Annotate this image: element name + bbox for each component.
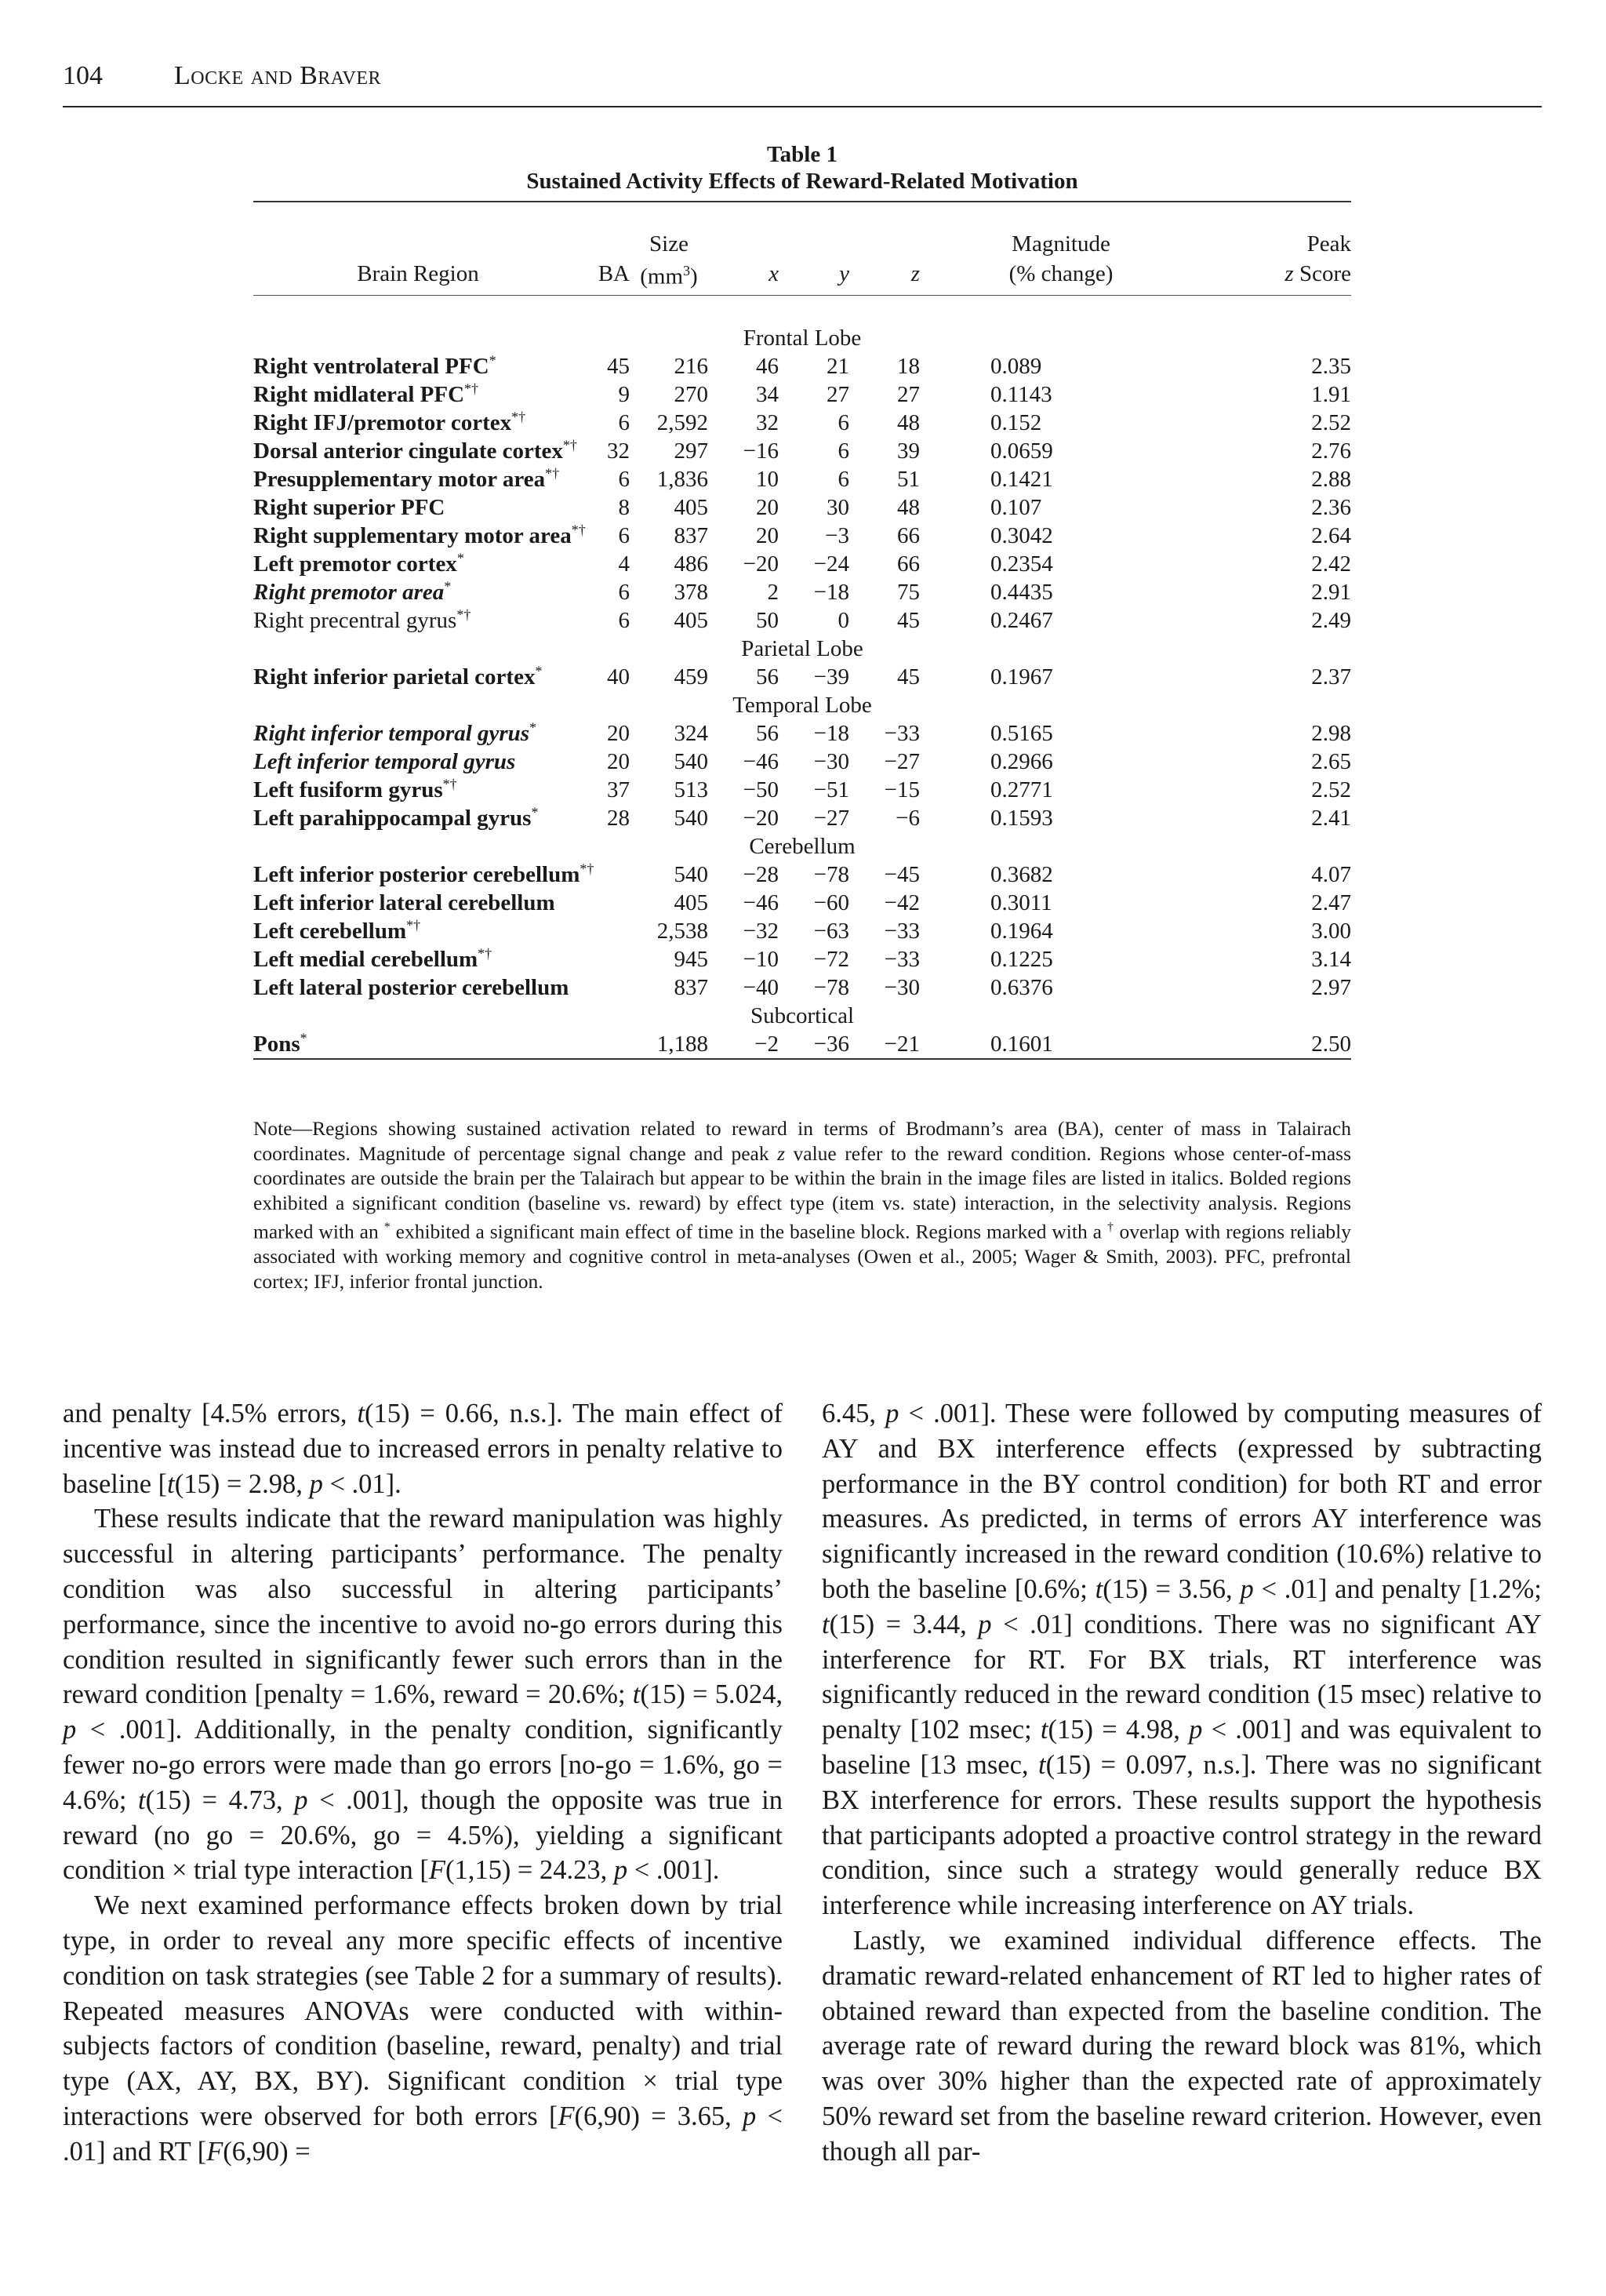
cell-z: 66 [897, 522, 920, 548]
table-row [253, 889, 1351, 917]
region-name: Pons [253, 1031, 300, 1057]
cell-x: −32 [743, 918, 779, 944]
cell-peak: 2.52 [1311, 409, 1351, 435]
cell-magnitude: 0.5165 [990, 720, 1053, 746]
table-row [253, 380, 1351, 409]
col-size-unit: $(mm^3)$ [640, 263, 698, 289]
cell-ba: 20 [607, 720, 630, 746]
cell-peak: 2.49 [1311, 607, 1351, 633]
cell-ba: 9 [618, 381, 630, 407]
cell-region [253, 465, 583, 493]
region-name: Right premotor area [253, 579, 445, 605]
cell-size: 1,188 [656, 1031, 708, 1057]
section-label: Parietal Lobe [741, 635, 863, 661]
page-number: 104 [63, 61, 103, 90]
body-right-column [822, 1396, 1542, 2170]
cell-y: 27 [827, 381, 849, 407]
col-peak-top: Peak [1306, 231, 1351, 257]
cell-x: −16 [743, 438, 779, 464]
section-label: Subcortical [750, 1002, 855, 1028]
cell-y: −51 [813, 777, 849, 802]
cell-z: −30 [884, 974, 920, 1000]
cell-ba: 45 [607, 353, 630, 379]
cell-y: −24 [813, 551, 849, 577]
region-marks: *† [545, 465, 560, 481]
section-header [253, 691, 1351, 719]
cell-ba: 32 [607, 438, 630, 464]
paragraph: Lastly, we examined individual difference effects. The dramatic reward-related enhancement of RT led to higher rates of obtained reward than expected from the baseline condition. The average rate of reward during the reward block was 81%, which was over 30% higher than the expected rate of approximately 50% reward set from the baseline reward criterion. However, even though all par- [822, 1925, 1542, 2167]
cell-ba: 28 [607, 805, 630, 831]
cell-z: 75 [897, 579, 920, 605]
cell-x: −50 [743, 777, 779, 802]
cell-peak: 2.47 [1311, 890, 1351, 915]
region-name: Presupplementary motor area [253, 466, 546, 492]
table-title: Sustained Activity Effects of Reward-Related Motivation [526, 169, 1078, 194]
table-row [253, 945, 1351, 973]
table-row [253, 663, 1351, 691]
cell-x: 56 [756, 664, 779, 690]
cell-x: −20 [743, 805, 779, 831]
region-name: Right midlateral PFC [253, 381, 465, 407]
cell-magnitude: 0.6376 [990, 974, 1053, 1000]
cell-region [253, 748, 583, 776]
cell-magnitude: 0.2966 [990, 748, 1053, 774]
cell-peak: 3.14 [1311, 946, 1351, 972]
col-magnitude-unit: (% change) [1008, 260, 1114, 286]
cell-z: 45 [897, 664, 920, 690]
section-label: Temporal Lobe [732, 692, 872, 718]
cell-x: 20 [756, 522, 779, 548]
cell-region [253, 352, 583, 380]
cell-z: 48 [897, 494, 920, 520]
running-header [63, 61, 1542, 108]
cell-size: 945 [674, 946, 708, 972]
cell-y: −60 [813, 890, 849, 915]
table-row [253, 493, 1351, 522]
cell-y: −72 [813, 946, 849, 972]
paragraph: These results indicate that the reward manipulation was highly successful in altering participants’ performance. The penalty condition was also successful in altering participants’ performance, since the incentive to avoid no-go errors during this condition resulted in significantly fewer such errors than in the reward condition [penalty = 1.6%, reward = 20.6%; t(15) = 5.024, p < .001]. Additionally, in the penalty condition, significantly fewer no-go errors were made than go errors [no-go = 1.6%, go = 4.6%; t(15) = 4.73, p < .001], though the opposite was true in reward (no go = 20.6%, go = 4.5%), yielding a significant condition × trial type interaction [F(1,15) = 24.23, p < .001]. [63, 1504, 783, 1886]
cell-peak: 2.98 [1311, 720, 1351, 746]
cell-magnitude: 0.1593 [990, 805, 1053, 831]
col-peak-unit: z Score [1284, 260, 1351, 286]
cell-peak: 2.65 [1311, 748, 1351, 774]
cell-magnitude: 0.3042 [990, 522, 1053, 548]
region-name: Left medial cerebellum [253, 946, 478, 972]
table-row [253, 578, 1351, 606]
cell-magnitude: 0.2771 [990, 777, 1053, 802]
cell-y: −36 [813, 1031, 849, 1057]
cell-size: 2,538 [656, 918, 708, 944]
region-marks: *† [456, 606, 471, 622]
cell-size: 540 [674, 805, 708, 831]
cell-magnitude: 0.4435 [990, 579, 1053, 605]
table-1 [253, 141, 1351, 1088]
cell-region [253, 804, 583, 832]
cell-region [253, 945, 583, 973]
cell-magnitude: 0.0659 [990, 438, 1053, 464]
region-name: Right supplementary motor area [253, 522, 572, 548]
cell-z: 66 [897, 551, 920, 577]
cell-y: 0 [838, 607, 849, 633]
cell-region [253, 606, 583, 635]
cell-magnitude: 0.089 [990, 353, 1042, 379]
cell-region [253, 776, 583, 804]
col-size-top: Size [649, 231, 689, 257]
cell-ba [583, 945, 630, 973]
cell-peak: 4.07 [1311, 861, 1351, 887]
cell-magnitude: 0.152 [990, 409, 1042, 435]
cell-size: 837 [674, 522, 708, 548]
cell-magnitude: 0.1601 [990, 1031, 1053, 1057]
region-marks: * [456, 550, 464, 566]
cell-size: 1,836 [656, 466, 708, 492]
region-marks: * [489, 352, 496, 368]
table-row [253, 522, 1351, 550]
col-z: z [910, 260, 920, 286]
cell-z: 51 [897, 466, 920, 492]
cell-peak: 2.91 [1311, 579, 1351, 605]
region-name: Left fusiform gyrus [253, 777, 443, 802]
cell-size: 324 [674, 720, 708, 746]
table-note: Note—Regions showing sustained activation related to reward in terms of Brodmann’s area (BA), center of mass in Talairach coordinates. Magnitude of percentage signal change and peak z value refer to the reward condition. Regions whose center-of-mass coordinates are outside the brain per the Talairach but appear to be within the brain in the image files are listed in italics. Bolded regions exhibited a significant condition (baseline vs. reward) by effect type (item vs. state) interaction, in the selectivity analysis. Regions marked with an * exhibited a significant main effect of time in the baseline block. Regions marked with a † overlap with regions reliably associated with working memory and cognitive control in meta-analyses (Owen et al., 2005; Wager & Smith, 2003). PFC, prefrontal cortex; IFJ, inferior frontal junction. [253, 1117, 1352, 1293]
table-row [253, 409, 1351, 437]
cell-peak: 2.88 [1311, 466, 1351, 492]
cell-x: 32 [756, 409, 779, 435]
cell-region [253, 663, 583, 691]
cell-z: −15 [884, 777, 920, 802]
cell-peak: 2.36 [1311, 494, 1351, 520]
table-row [253, 465, 1351, 493]
cell-y: −18 [813, 720, 849, 746]
cell-ba: 6 [618, 466, 630, 492]
cell-magnitude: 0.1967 [990, 664, 1053, 690]
table-row [253, 861, 1351, 889]
cell-ba [583, 1030, 630, 1059]
region-marks: * [444, 578, 452, 594]
region-name: Right ventrolateral PFC [253, 353, 489, 379]
region-name: Right precentral gyrus [253, 607, 457, 633]
cell-ba: 4 [618, 551, 630, 577]
cell-x: −40 [743, 974, 779, 1000]
region-marks: * [529, 719, 537, 735]
table-row [253, 748, 1351, 776]
cell-y: −30 [813, 748, 849, 774]
paragraph: 6.45, p < .001]. These were followed by computing measures of AY and BX interference effects (expressed by subtracting performance in the BY control condition) for both RT and error measures. As predicted, in terms of errors AY interference was significantly increased in the reward condition (10.6%) relative to both the baseline [0.6%; t(15) = 3.56, p < .01] and penalty [1.2%; t(15) = 3.44, p < .01] conditions. There was no significant AY interference for RT. For BX trials, RT interference was significantly reduced in the reward condition (15 msec) relative to penalty [102 msec; t(15) = 4.98, p < .001] and was equivalent to baseline [13 msec, t(15) = 0.097, n.s.]. There was no significant BX interference for errors. These results support the hypothesis that participants adopted a proactive control strategy in the reward condition, since such a strategy would generally reduce BX interference while increasing interference on AY trials. [822, 1399, 1542, 1921]
region-marks: * [531, 804, 539, 820]
cell-y: −39 [813, 664, 849, 690]
cell-x: 34 [756, 381, 779, 407]
table-row [253, 776, 1351, 804]
cell-y: 6 [838, 438, 849, 464]
region-marks: *† [442, 776, 457, 791]
cell-size: 459 [674, 664, 708, 690]
cell-size: 513 [674, 777, 708, 802]
cell-size: 540 [674, 748, 708, 774]
table-row [253, 804, 1351, 832]
region-name: Left lateral posterior cerebellum [253, 974, 569, 1000]
cell-peak: 2.97 [1311, 974, 1351, 1000]
region-name: Left inferior temporal gyrus [253, 748, 516, 774]
cell-z: −27 [884, 748, 920, 774]
cell-y: −78 [813, 861, 849, 887]
section-header [253, 324, 1351, 352]
cell-peak: 2.35 [1311, 353, 1351, 379]
cell-z: 27 [897, 381, 920, 407]
cell-magnitude: 0.3011 [990, 890, 1052, 915]
table-row [253, 606, 1351, 635]
cell-x: −2 [754, 1031, 779, 1057]
cell-peak: 2.50 [1311, 1031, 1351, 1057]
table-label: Table 1 [767, 142, 838, 167]
cell-ba: 6 [618, 409, 630, 435]
cell-y: −78 [813, 974, 849, 1000]
region-marks: * [300, 1030, 307, 1046]
cell-ba [583, 917, 630, 945]
cell-z: −33 [884, 720, 920, 746]
cell-size: 486 [674, 551, 708, 577]
cell-ba: 37 [607, 777, 630, 802]
region-name: Left inferior posterior cerebellum [253, 861, 580, 887]
col-ba: BA [598, 260, 630, 286]
cell-x: 10 [756, 466, 779, 492]
cell-region [253, 493, 583, 522]
cell-z: −33 [884, 946, 920, 972]
body-left-column [63, 1396, 783, 2170]
cell-region [253, 550, 583, 578]
cell-region [253, 889, 583, 917]
cell-region [253, 409, 583, 437]
table-row [253, 1030, 1351, 1059]
cell-y: 6 [838, 409, 849, 435]
region-name: Left inferior lateral cerebellum [253, 890, 555, 915]
cell-y: −63 [813, 918, 849, 944]
cell-ba [583, 973, 630, 1002]
section-header [253, 1002, 1351, 1030]
region-marks: *† [580, 861, 594, 876]
cell-x: −46 [743, 890, 779, 915]
cell-z: −45 [884, 861, 920, 887]
section-header [253, 832, 1351, 861]
col-brain-region: Brain Region [357, 260, 479, 286]
cell-x: 20 [756, 494, 779, 520]
region-name: Right inferior temporal gyrus [253, 720, 530, 746]
cell-x: −10 [743, 946, 779, 972]
cell-y: 30 [827, 494, 849, 520]
section-label: Cerebellum [749, 833, 856, 859]
cell-magnitude: 0.1421 [990, 466, 1053, 492]
region-name: Left premotor cortex [253, 551, 457, 577]
header-rule [63, 106, 1542, 107]
region-marks: *† [562, 437, 577, 453]
cell-magnitude: 0.3682 [990, 861, 1053, 887]
region-name: Dorsal anterior cingulate cortex [253, 438, 563, 464]
cell-region [253, 973, 583, 1002]
region-name: Left parahippocampal gyrus [253, 805, 532, 831]
results-table [253, 201, 1351, 1088]
region-name: Right IFJ/premotor cortex [253, 409, 512, 435]
cell-peak: 2.64 [1311, 522, 1351, 548]
region-marks: *† [571, 522, 586, 537]
col-x: x [768, 260, 779, 286]
cell-magnitude: 0.1143 [990, 381, 1052, 407]
cell-magnitude: 0.2467 [990, 607, 1053, 633]
cell-y: −27 [813, 805, 849, 831]
cell-x: 46 [756, 353, 779, 379]
cell-region [253, 522, 586, 550]
cell-region [253, 1030, 583, 1059]
cell-x: 56 [756, 720, 779, 746]
cell-ba: 6 [618, 607, 630, 633]
table-row [253, 917, 1351, 945]
cell-magnitude: 0.2354 [990, 551, 1053, 577]
section-label: Frontal Lobe [743, 325, 862, 351]
cell-ba: 8 [618, 494, 630, 520]
col-y: y [839, 260, 849, 286]
cell-size: 405 [674, 494, 708, 520]
region-marks: *† [406, 917, 421, 933]
section-header [253, 635, 1351, 663]
region-marks: * [535, 663, 543, 679]
cell-x: −46 [743, 748, 779, 774]
cell-z: −21 [884, 1031, 920, 1057]
cell-z: −6 [896, 805, 920, 831]
cell-size: 540 [674, 861, 708, 887]
cell-region [253, 861, 594, 889]
region-name: Left cerebellum [253, 918, 407, 944]
running-head-authors: Locke and Braver [174, 61, 382, 90]
table-row [253, 719, 1351, 748]
cell-z: 48 [897, 409, 920, 435]
cell-size: 405 [674, 607, 708, 633]
cell-ba: 6 [618, 522, 630, 548]
paragraph: and penalty [4.5% errors, t(15) = 0.66, n.s.]. The main effect of incentive was instead due to increased errors in penalty relative to baseline [t(15) = 2.98, p < .01]. [63, 1399, 783, 1499]
cell-z: 18 [897, 353, 920, 379]
cell-x: −20 [743, 551, 779, 577]
cell-peak: 2.37 [1311, 664, 1351, 690]
region-marks: *† [478, 945, 492, 961]
cell-z: 45 [897, 607, 920, 633]
cell-x: 2 [767, 579, 779, 605]
cell-region [253, 719, 583, 748]
cell-z: −42 [884, 890, 920, 915]
cell-z: −33 [884, 918, 920, 944]
region-name: Right superior PFC [253, 494, 445, 520]
cell-region [253, 917, 583, 945]
cell-size: 378 [674, 579, 708, 605]
cell-peak: 1.91 [1311, 381, 1351, 407]
cell-y: 21 [827, 353, 849, 379]
cell-peak: 3.00 [1311, 918, 1351, 944]
cell-size: 837 [674, 974, 708, 1000]
cell-peak: 2.42 [1311, 551, 1351, 577]
cell-y: −3 [825, 522, 849, 548]
cell-magnitude: 0.107 [990, 494, 1042, 520]
cell-region [253, 437, 583, 465]
region-marks: *† [511, 409, 526, 424]
cell-magnitude: 0.1225 [990, 946, 1053, 972]
cell-region [253, 578, 583, 606]
cell-y: −18 [813, 579, 849, 605]
cell-x: 50 [756, 607, 779, 633]
cell-region [253, 380, 583, 409]
cell-size: 405 [674, 890, 708, 915]
table-row [253, 352, 1351, 380]
cell-peak: 2.41 [1311, 805, 1351, 831]
table-row [253, 437, 1351, 465]
table-row [253, 973, 1351, 1002]
cell-ba: 40 [607, 664, 630, 690]
cell-size: 2,592 [656, 409, 708, 435]
cell-size: 270 [674, 381, 708, 407]
col-magnitude-top: Magnitude [1012, 231, 1110, 257]
region-name: Right inferior parietal cortex [253, 664, 536, 690]
cell-x: −28 [743, 861, 779, 887]
table-row [253, 550, 1351, 578]
cell-ba: 6 [618, 579, 630, 605]
cell-peak: 2.52 [1311, 777, 1351, 802]
cell-y: 6 [838, 466, 849, 492]
region-marks: *† [464, 380, 479, 396]
cell-size: 216 [674, 353, 708, 379]
cell-ba: 20 [607, 748, 630, 774]
cell-z: 39 [897, 438, 920, 464]
cell-size: 297 [674, 438, 708, 464]
cell-ba [583, 889, 630, 917]
paragraph: We next examined performance effects broken down by trial type, in order to reveal any more specific effects of incentive condition on task strategies (see Table 2 for a summary of results). Repeated measures ANOVAs were conducted with within-subjects factors of condition (baseline, reward, penalty) and trial type (AX, AY, BX, BY). Significant condition × trial type interactions were observed for both errors [F(6,90) = 3.65, p < .01] and RT [F(6,90) = [63, 1890, 783, 2167]
cell-magnitude: 0.1964 [990, 918, 1053, 944]
cell-peak: 2.76 [1311, 438, 1351, 464]
